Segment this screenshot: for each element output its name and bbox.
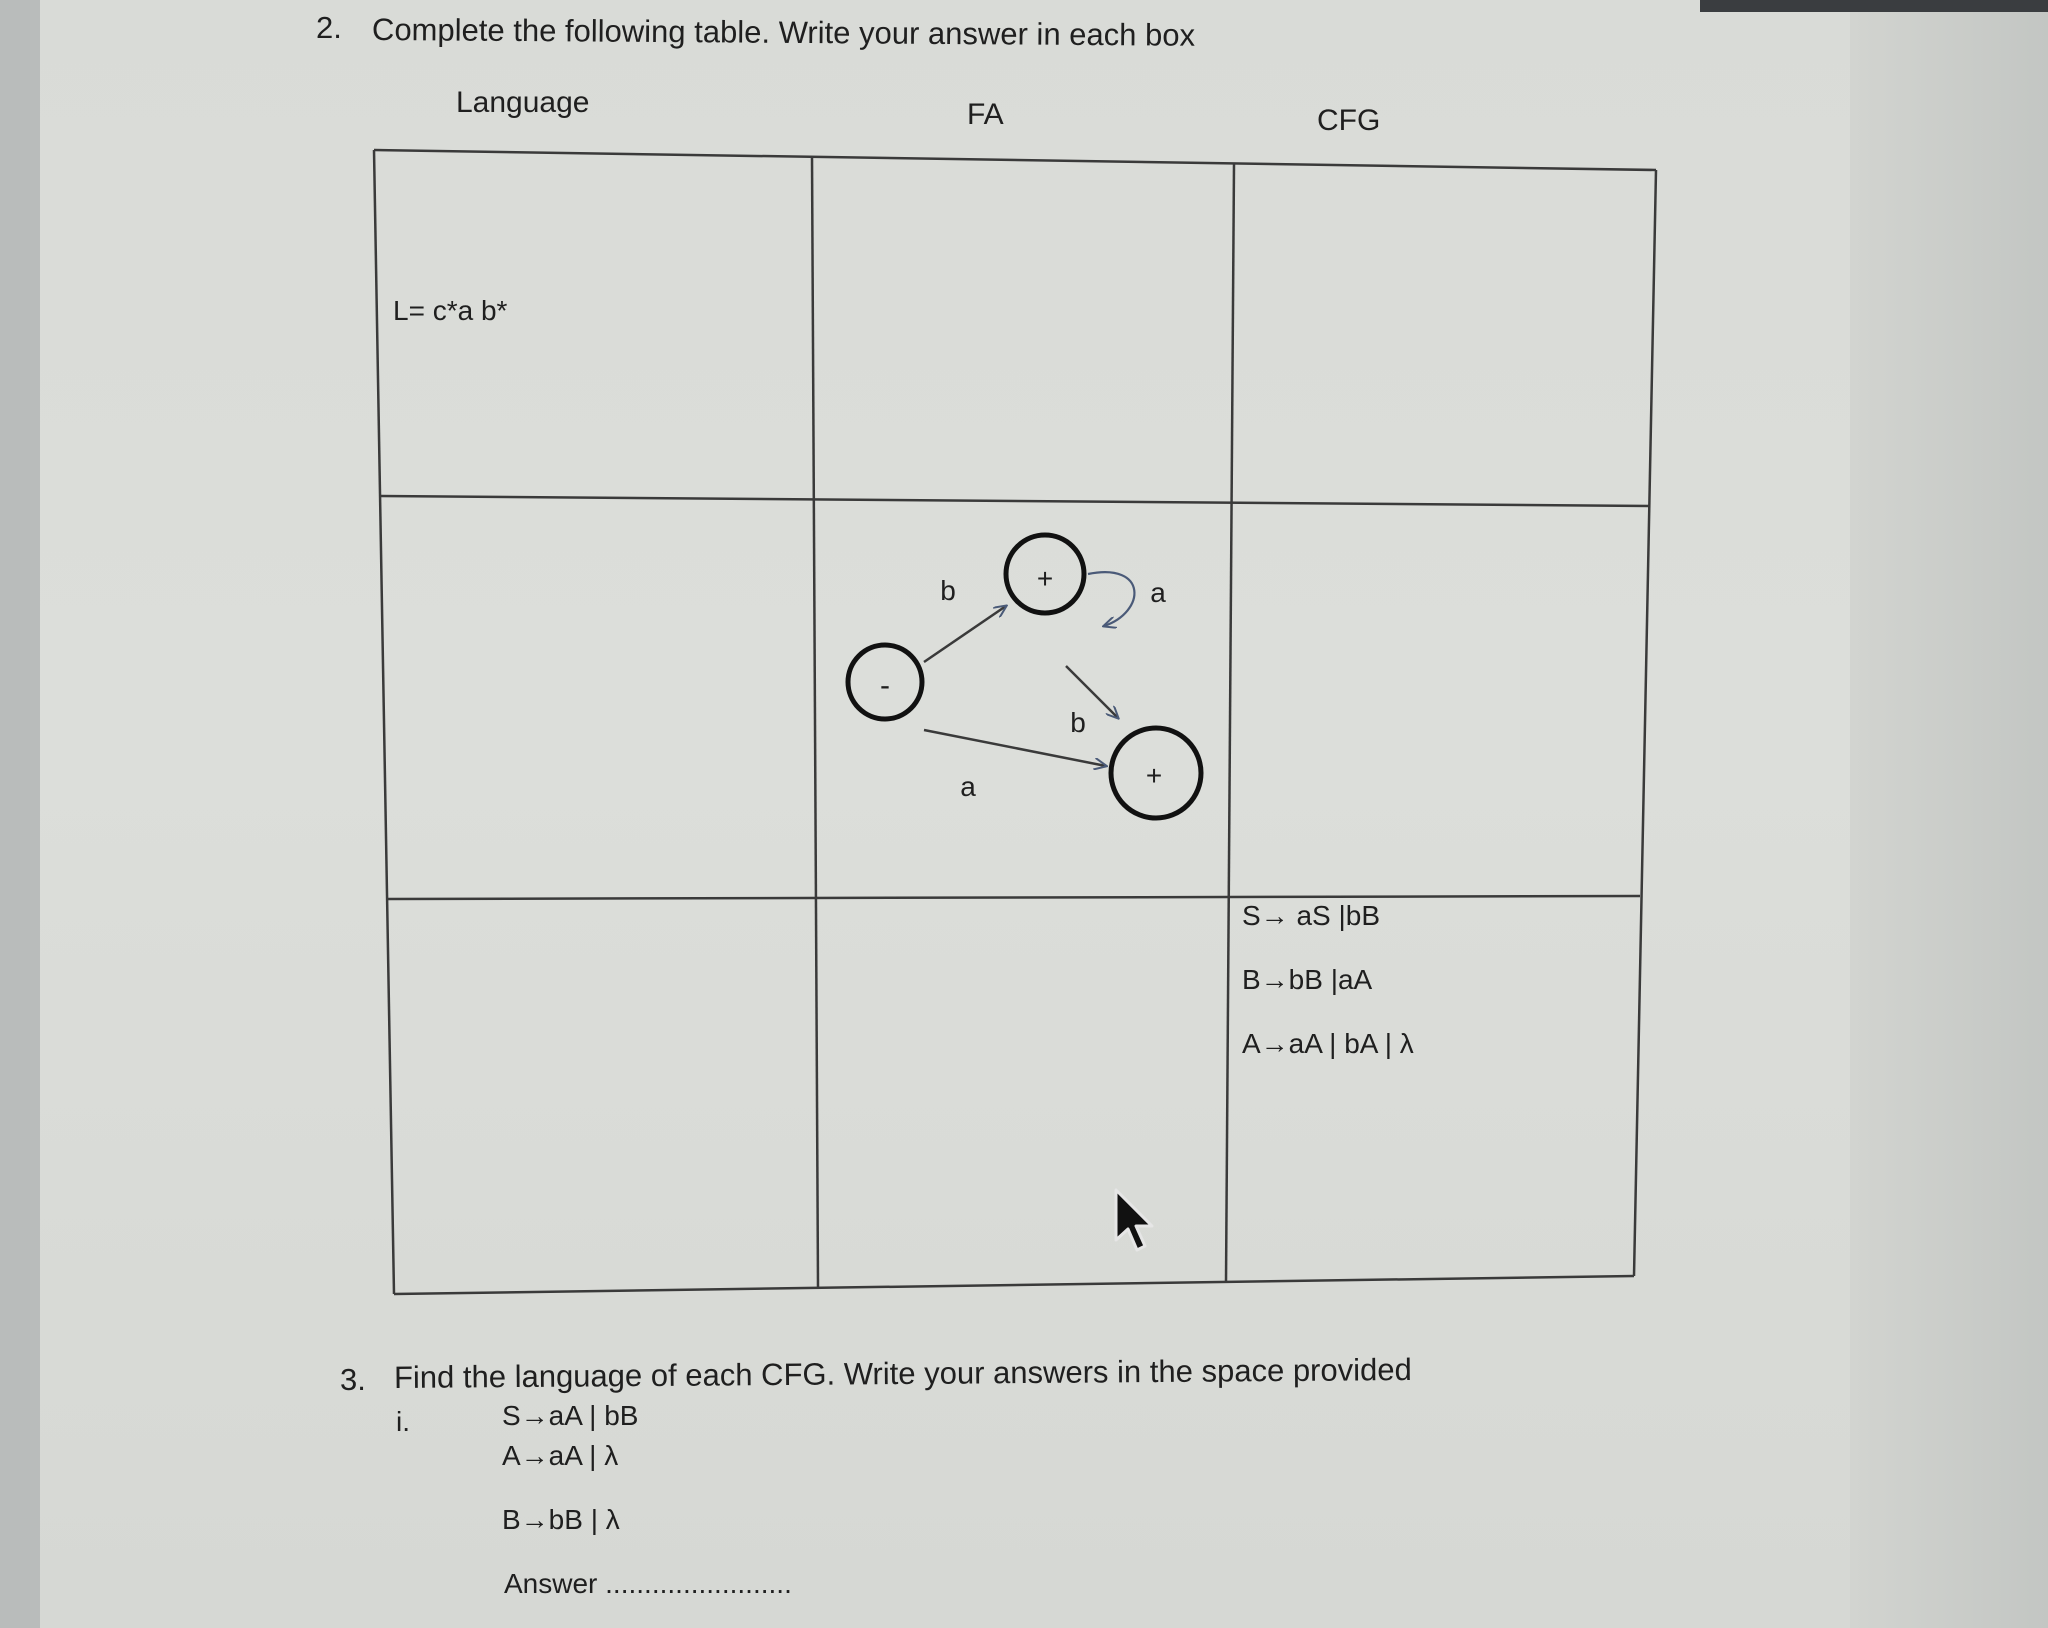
question-3-rule-2: A→aA | λ [502,1440,619,1471]
question-3-answer-line[interactable]: Answer ........................ [504,1568,792,1599]
fa-top-final-label: + [1036,563,1054,594]
header-fa: FA [967,98,1004,131]
fa-edge-label-a-2: a [960,771,976,802]
fa-loop-top [1088,572,1134,626]
row3-cfg-rule-3: A→aA | bA | λ [1242,1028,1414,1059]
fa-start-label: - [880,669,890,702]
row1-language-expression: L= c*a b* [393,295,508,326]
header-language: Language [456,86,590,119]
question-2-title: Complete the following table. Write your answer in each box [371,12,1196,53]
row3-cfg-rule-1: S→ aS |bB [1242,900,1381,931]
fa-edge-label-b-1: b [940,575,956,606]
fa-loop-label-a: a [1150,577,1166,608]
question-3-number: 3. [340,1362,366,1397]
row3-cfg-rule-2: B→bB |aA [1242,964,1373,995]
fa-edge-start-to-top [924,606,1006,662]
mouse-cursor-icon [1112,1186,1158,1256]
question-3-item-label: i. [396,1406,410,1437]
question-3-rule-3: B→bB | λ [502,1504,620,1535]
fa-bottom-final-label: + [1145,760,1163,791]
question-3-title: Find the language of each CFG. Write your answers in the space provided [393,1352,1412,1395]
question-3-rule-1: S→aA | bB [502,1400,639,1431]
fa-edge-label-b-2: b [1070,707,1086,738]
header-cfg: CFG [1317,104,1381,137]
question-2-number: 2. [316,10,342,45]
